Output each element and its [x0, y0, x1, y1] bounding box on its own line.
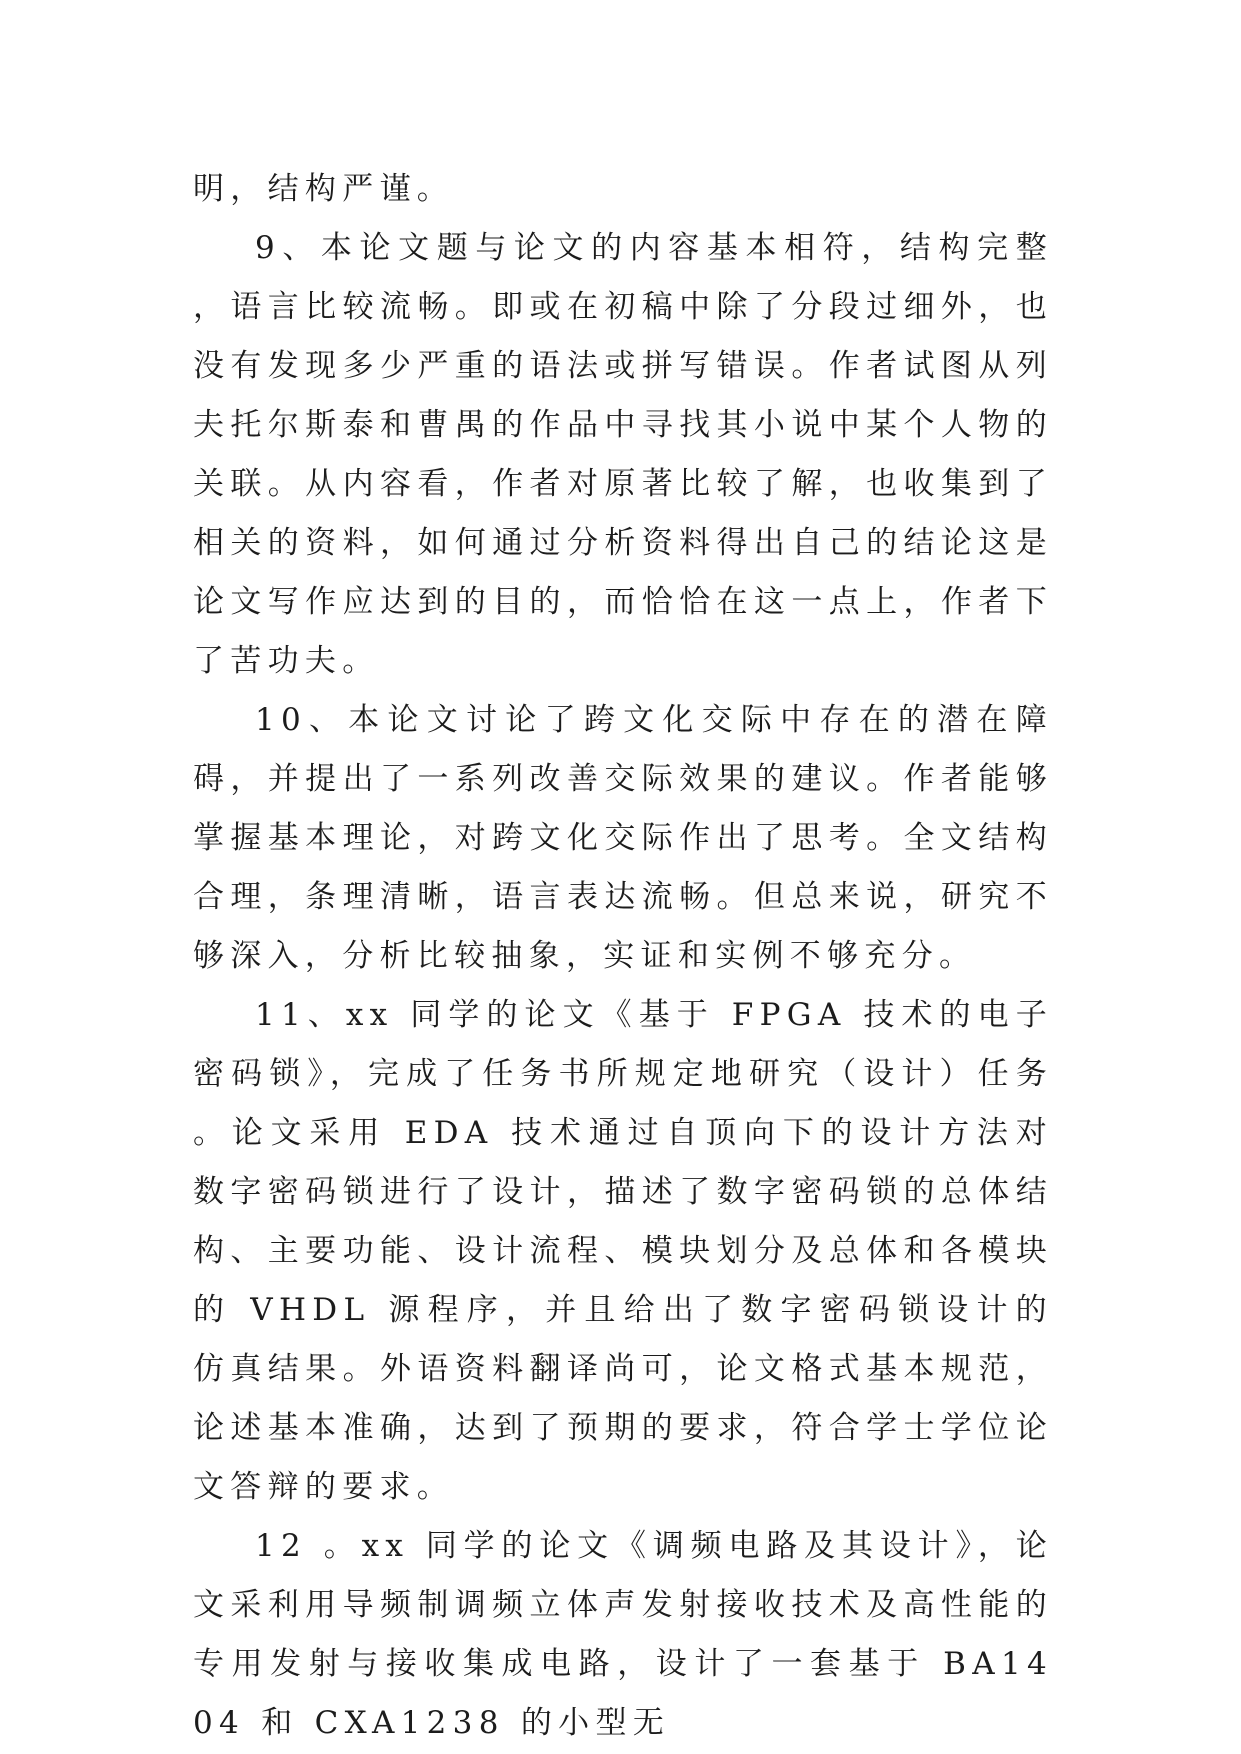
document-body — [193, 160, 1053, 1753]
paragraph-item-9: 9、本论文题与论文的内容基本相符，结构完整，语言比较流畅。即或在初稿中除了分段过细外，也没有发现多少严重的语法或拼写错误。作者试图从列夫托尔斯泰和曹禺的作品中寻找其小说中某个人物的关联。从内容看，作者对原著比较了解，也收集到了相关的资料，如何通过分析资料得出自己的结论这是论文写作应达到的目的，而恰恰在这一点上，作者下了苦功夫。 — [193, 230, 1053, 679]
paragraph-item-10: 10、本论文讨论了跨文化交际中存在的潜在障碍，并提出了一系列改善交际效果的建议。作者能够掌握基本理论，对跨文化交际作出了思考。全文结构合理，条理清晰，语言表达流畅。但总来说，研究不够深入，分析比较抽象，实证和实例不够充分。 — [193, 702, 1053, 974]
paragraph-item-11: 11、xx 同学的论文《基于 FPGA 技术的电子密码锁》，完成了任务书所规定地研究（设计）任务。论文采用 EDA 技术通过自顶向下的设计方法对数字密码锁进行了设计，描述了数字密码锁的总体结构、主要功能、设计流程、模块划分及总体和各模块的 VHDL 源程序，并且给出了数字密码锁设计的仿真结果。外语资料翻译尚可，论文格式基本规范，论述基本准确，达到了预期的要求，符合学士学位论文答辩的要求。 — [193, 997, 1053, 1505]
paragraph-continuation: 明，结构严谨。 — [193, 171, 455, 207]
paragraph-item-12: 12 。xx 同学的论文《调频电路及其设计》，论文采利用导频制调频立体声发射接收技术及高性能的专用发射与接收集成电路，设计了一套基于 BA1404 和 CXA1238 的小型无 — [193, 1528, 1053, 1741]
